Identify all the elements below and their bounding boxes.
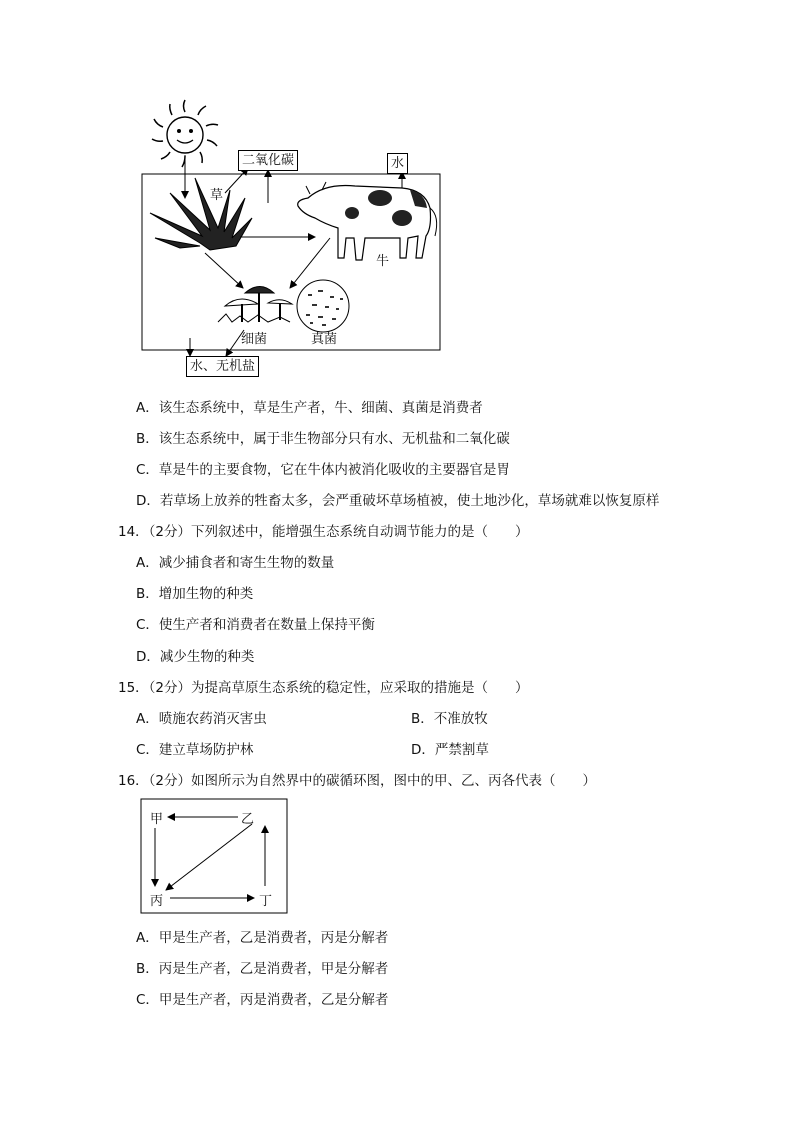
yi-label: 乙 bbox=[241, 812, 255, 827]
q16-option-c: C．甲是生产者，丙是消费者，乙是分解者 bbox=[136, 992, 389, 1008]
ding-label: 丁 bbox=[259, 894, 273, 909]
q16-option-b: B．丙是生产者，乙是消费者，甲是分解者 bbox=[136, 961, 389, 977]
q16-option-a: A．甲是生产者，乙是消费者，丙是分解者 bbox=[136, 930, 389, 946]
q16-stem: 16．（2分）如图所示为自然界中的碳循环图，图中的甲、乙、丙各代表（ ） bbox=[118, 773, 597, 789]
ecosystem-drawing bbox=[140, 98, 450, 383]
water-salt-label: 水、无机盐 bbox=[186, 356, 259, 377]
cow-label: 牛 bbox=[376, 254, 390, 269]
bacteria-drawing bbox=[218, 287, 292, 323]
q14-option-c: C．使生产者和消费者在数量上保持平衡 bbox=[136, 617, 375, 633]
q15-option-d: D．严禁割草 bbox=[411, 742, 489, 758]
q13-option-a: A．该生态系统中，草是生产者，牛、细菌、真菌是消费者 bbox=[136, 400, 483, 416]
bing-label: 丙 bbox=[150, 894, 164, 909]
q14-option-a: A．减少捕食者和寄生生物的数量 bbox=[136, 555, 335, 571]
fungi-drawing bbox=[297, 280, 349, 332]
jia-label: 甲 bbox=[150, 812, 164, 827]
co2-label: 二氧化碳 bbox=[238, 150, 298, 171]
q15-option-b: B．不准放牧 bbox=[411, 711, 488, 727]
q15-option-a: A．喷施农药消灭害虫 bbox=[136, 711, 267, 727]
q14-option-d: D．减少生物的种类 bbox=[136, 649, 255, 665]
q13-option-d: D．若草场上放养的牲畜太多，会严重破坏草场植被，使土地沙化，草场就难以恢复原样 bbox=[136, 493, 660, 509]
q15-stem: 15．（2分）为提高草原生态系统的稳定性，应采取的措施是（ ） bbox=[118, 680, 529, 696]
q13-option-c: C．草是牛的主要食物，它在牛体内被消化吸收的主要器官是胃 bbox=[136, 462, 510, 478]
grass-plant bbox=[150, 178, 252, 250]
bacteria-label: 细菌 bbox=[241, 332, 268, 347]
q13-option-b: B．该生态系统中，属于非生物部分只有水、无机盐和二氧化碳 bbox=[136, 431, 510, 447]
q14-stem: 14．（2分）下列叙述中，能增强生态系统自动调节能力的是（ ） bbox=[118, 524, 529, 540]
q14-option-b: B．增加生物的种类 bbox=[136, 586, 254, 602]
carbon-cycle-figure bbox=[140, 798, 290, 916]
cow-drawing bbox=[298, 182, 437, 260]
water-label: 水 bbox=[387, 153, 408, 174]
fungi-label: 真菌 bbox=[311, 332, 338, 347]
ecosystem-figure bbox=[140, 98, 450, 383]
q15-option-c: C．建立草场防护林 bbox=[136, 742, 254, 758]
grass-label: 草 bbox=[210, 188, 224, 203]
